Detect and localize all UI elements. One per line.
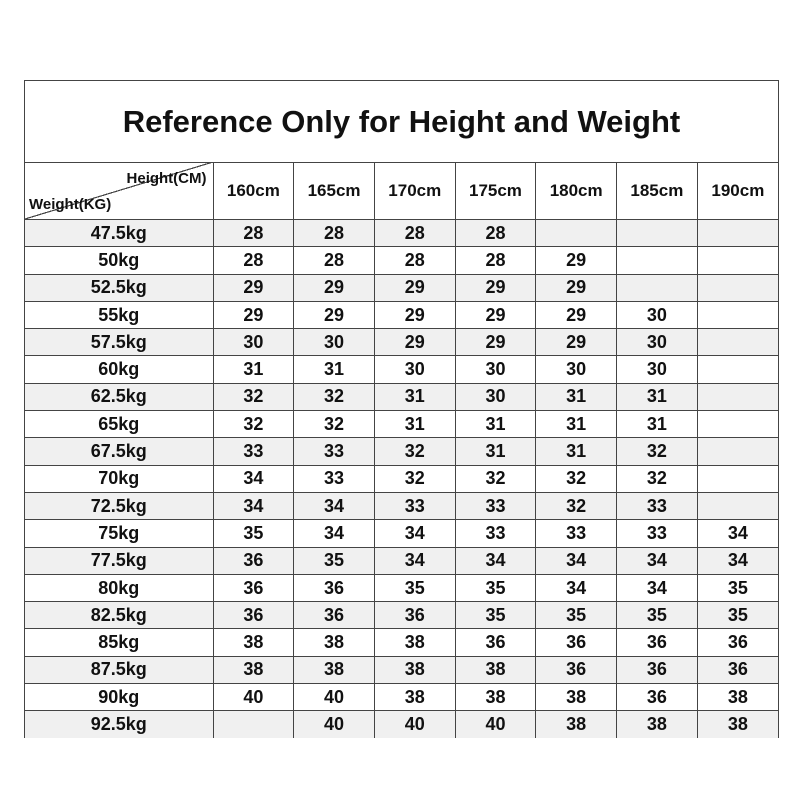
size-cell: 29 (213, 301, 294, 328)
size-cell: 29 (294, 301, 375, 328)
size-cell: 34 (213, 492, 294, 519)
table-row (25, 602, 778, 629)
size-cell: 38 (697, 684, 778, 711)
size-chart (24, 80, 779, 738)
size-cell: 29 (536, 301, 617, 328)
size-cell: 36 (213, 602, 294, 629)
weight-row-label: 85kg (25, 629, 213, 656)
size-cell: 29 (455, 274, 536, 301)
weight-row-label: 80kg (25, 574, 213, 601)
size-cell: 40 (294, 711, 375, 738)
size-cell: 36 (697, 656, 778, 683)
size-cell: 38 (213, 629, 294, 656)
height-axis-label: Height(CM) (126, 170, 207, 187)
size-cell: 30 (294, 329, 375, 356)
size-cell: 36 (455, 629, 536, 656)
size-cell: 40 (374, 711, 455, 738)
weight-row-label: 77.5kg (25, 547, 213, 574)
weight-row-label: 50kg (25, 247, 213, 274)
size-cell: 35 (213, 520, 294, 547)
weight-axis-label: Weight(KG) (29, 196, 112, 213)
size-cell: 36 (536, 656, 617, 683)
weight-row-label: 72.5kg (25, 492, 213, 519)
table-row (25, 301, 778, 328)
weight-row-label: 67.5kg (25, 438, 213, 465)
size-cell: 28 (455, 220, 536, 247)
size-cell: 31 (617, 411, 698, 438)
height-column-header: 190cm (697, 162, 778, 220)
size-cell: 38 (455, 656, 536, 683)
size-cell: 36 (617, 629, 698, 656)
corner-header-cell (25, 162, 213, 220)
size-cell: 33 (294, 465, 375, 492)
size-cell: 35 (536, 602, 617, 629)
size-cell: 36 (697, 629, 778, 656)
size-cell: 38 (294, 629, 375, 656)
size-cell: 31 (455, 438, 536, 465)
weight-row-label: 62.5kg (25, 383, 213, 410)
table-row (25, 274, 778, 301)
weight-row-label: 60kg (25, 356, 213, 383)
weight-row-label: 65kg (25, 411, 213, 438)
size-cell: 30 (617, 356, 698, 383)
size-cell: 35 (455, 574, 536, 601)
size-cell: 33 (617, 520, 698, 547)
height-column-header: 175cm (455, 162, 536, 220)
size-cell: 34 (536, 574, 617, 601)
size-cell: 35 (374, 574, 455, 601)
size-cell: 38 (294, 656, 375, 683)
size-cell: 38 (536, 684, 617, 711)
size-cell: 38 (617, 711, 698, 738)
size-cell: 33 (294, 438, 375, 465)
size-cell: 29 (536, 274, 617, 301)
weight-row-label: 47.5kg (25, 220, 213, 247)
size-cell: 36 (213, 547, 294, 574)
height-column-header: 180cm (536, 162, 617, 220)
size-cell: 32 (374, 438, 455, 465)
size-cell: 40 (213, 684, 294, 711)
weight-row-label: 75kg (25, 520, 213, 547)
size-cell: 36 (213, 574, 294, 601)
size-cell: 38 (374, 629, 455, 656)
size-cell (536, 220, 617, 247)
size-cell: 31 (374, 383, 455, 410)
size-cell: 32 (536, 465, 617, 492)
size-cell: 32 (617, 438, 698, 465)
size-cell: 34 (536, 547, 617, 574)
size-cell: 32 (294, 411, 375, 438)
weight-row-label: 55kg (25, 301, 213, 328)
table-row (25, 220, 778, 247)
size-cell: 28 (213, 247, 294, 274)
size-cell: 29 (455, 329, 536, 356)
size-cell: 33 (374, 492, 455, 519)
weight-row-label: 70kg (25, 465, 213, 492)
size-cell: 33 (536, 520, 617, 547)
size-cell: 40 (294, 684, 375, 711)
size-cell: 32 (536, 492, 617, 519)
size-cell: 34 (617, 574, 698, 601)
size-cell: 32 (213, 383, 294, 410)
size-cell (617, 220, 698, 247)
height-column-header: 185cm (617, 162, 698, 220)
size-cell: 29 (536, 247, 617, 274)
size-cell: 34 (294, 520, 375, 547)
weight-row-label: 90kg (25, 684, 213, 711)
size-cell (697, 356, 778, 383)
table-row (25, 465, 778, 492)
weight-row-label: 87.5kg (25, 656, 213, 683)
size-cell: 32 (455, 465, 536, 492)
table-row (25, 492, 778, 519)
size-cell: 32 (374, 465, 455, 492)
size-cell: 31 (536, 383, 617, 410)
table-row (25, 356, 778, 383)
size-cell (697, 492, 778, 519)
size-cell: 31 (294, 356, 375, 383)
size-cell: 33 (213, 438, 294, 465)
size-cell (617, 247, 698, 274)
size-cell: 30 (455, 383, 536, 410)
table-row (25, 383, 778, 410)
size-cell: 32 (617, 465, 698, 492)
size-cell: 38 (374, 684, 455, 711)
size-cell: 38 (697, 711, 778, 738)
size-cell: 36 (617, 656, 698, 683)
size-cell: 29 (374, 329, 455, 356)
size-cell: 34 (697, 520, 778, 547)
size-cell (617, 274, 698, 301)
size-table (25, 162, 778, 738)
size-cell: 40 (455, 711, 536, 738)
size-cell: 33 (617, 492, 698, 519)
size-cell: 31 (617, 383, 698, 410)
size-cell: 29 (213, 274, 294, 301)
size-cell: 31 (213, 356, 294, 383)
size-cell: 29 (374, 301, 455, 328)
size-cell (697, 465, 778, 492)
size-cell: 36 (294, 602, 375, 629)
height-column-header: 170cm (374, 162, 455, 220)
size-cell: 34 (374, 520, 455, 547)
table-row (25, 629, 778, 656)
size-cell (697, 301, 778, 328)
weight-row-label: 92.5kg (25, 711, 213, 738)
size-cell: 28 (213, 220, 294, 247)
size-cell: 36 (294, 574, 375, 601)
size-cell: 33 (455, 520, 536, 547)
size-cell: 38 (536, 711, 617, 738)
size-cell: 35 (617, 602, 698, 629)
table-row (25, 547, 778, 574)
table-row (25, 247, 778, 274)
size-cell: 29 (294, 274, 375, 301)
size-cell: 35 (294, 547, 375, 574)
size-cell: 34 (213, 465, 294, 492)
size-cell: 30 (374, 356, 455, 383)
table-row (25, 656, 778, 683)
size-cell: 30 (455, 356, 536, 383)
size-cell: 35 (455, 602, 536, 629)
size-cell: 36 (374, 602, 455, 629)
size-cell: 30 (536, 356, 617, 383)
weight-row-label: 82.5kg (25, 602, 213, 629)
size-cell: 28 (294, 247, 375, 274)
size-cell (697, 383, 778, 410)
size-cell: 36 (617, 684, 698, 711)
size-cell: 38 (455, 684, 536, 711)
size-cell (697, 220, 778, 247)
table-row (25, 520, 778, 547)
header-row (25, 162, 778, 220)
height-column-header: 160cm (213, 162, 294, 220)
size-cell (213, 711, 294, 738)
size-cell: 32 (294, 383, 375, 410)
height-column-header: 165cm (294, 162, 375, 220)
size-cell: 34 (617, 547, 698, 574)
size-cell: 31 (374, 411, 455, 438)
size-cell: 29 (455, 301, 536, 328)
size-cell: 35 (697, 574, 778, 601)
size-cell: 31 (536, 438, 617, 465)
size-cell: 30 (213, 329, 294, 356)
size-cell: 30 (617, 329, 698, 356)
size-cell: 28 (374, 220, 455, 247)
size-cell: 33 (455, 492, 536, 519)
size-cell: 38 (213, 656, 294, 683)
table-row (25, 684, 778, 711)
weight-row-label: 52.5kg (25, 274, 213, 301)
table-row (25, 438, 778, 465)
table-row (25, 411, 778, 438)
size-cell: 34 (697, 547, 778, 574)
size-cell: 38 (374, 656, 455, 683)
weight-row-label: 57.5kg (25, 329, 213, 356)
size-cell: 30 (617, 301, 698, 328)
table-body (25, 220, 778, 738)
size-cell (697, 274, 778, 301)
size-cell (697, 247, 778, 274)
size-cell: 35 (697, 602, 778, 629)
size-cell: 31 (536, 411, 617, 438)
table-row (25, 329, 778, 356)
size-cell (697, 438, 778, 465)
size-cell: 28 (455, 247, 536, 274)
table-row (25, 574, 778, 601)
size-cell (697, 329, 778, 356)
size-cell: 34 (455, 547, 536, 574)
size-cell: 28 (294, 220, 375, 247)
size-cell: 34 (374, 547, 455, 574)
chart-title: Reference Only for Height and Weight (25, 81, 778, 163)
table-row (25, 711, 778, 738)
size-cell: 29 (374, 274, 455, 301)
size-cell: 32 (213, 411, 294, 438)
size-cell: 36 (536, 629, 617, 656)
size-cell: 28 (374, 247, 455, 274)
size-cell: 29 (536, 329, 617, 356)
size-cell: 31 (455, 411, 536, 438)
size-cell: 34 (294, 492, 375, 519)
size-cell (697, 411, 778, 438)
